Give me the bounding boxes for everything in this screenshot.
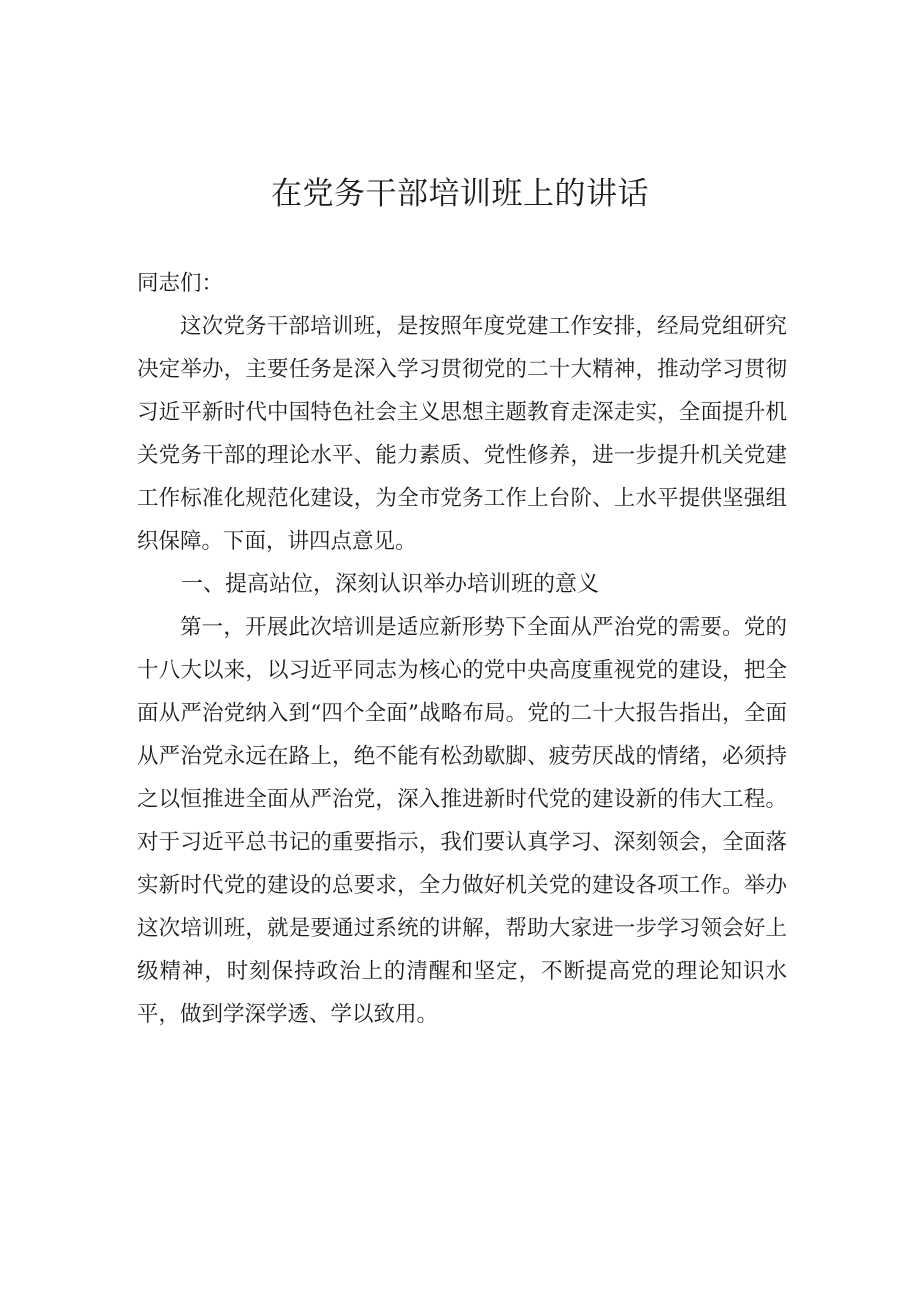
intro-paragraph: 这次党务干部培训班，是按照年度党建工作安排，经局党组研究决定举办，主要任务是深入学习贯彻党的二十大精神，推动学习贯彻习近平新时代中国特色社会主义思想主题教育走深走实，全面提升机关党务干部的理论水平、能力素质、党性修养，进一步提升机关党建工作标准化规范化建设，为全市党务工作上台阶、上水平提供坚强组织保障。下面，讲四点意见。 bbox=[137, 314, 787, 554]
section-paragraph: 第一，开展此次培训是适应新形势下全面从严治党的需要。党的十八大以来，以习近平同志为核心的党中央高度重视党的建设，把全面从严治党纳入到“四个全面”战略布局。党的二十大报告指出，全面从严治党永远在路上，绝不能有松劲歇脚、疲劳厌战的情绪，必须持之以恒推进全面从严治党，深入推进新时代党的建设新的伟大工程。对于习近平总书记的重要指示，我们要认真学习、深刻领会，全面落实新时代党的建设的总要求，全力做好机关党的建设各项工作。举办这次培训班，就是要通过系统的讲解，帮助大家进一步学习领会好上级精神，时刻保持政治上的清醒和坚定，不断提高党的理论知识水平，做到学深学透、学以致用。 bbox=[137, 615, 787, 1027]
page-title: 在党务干部培训班上的讲话 bbox=[271, 176, 649, 212]
section-heading: 一、提高站位，深刻认识举办培训班的意义 bbox=[181, 572, 600, 597]
document-body bbox=[137, 262, 787, 1036]
salutation: 同志们： bbox=[137, 271, 224, 296]
